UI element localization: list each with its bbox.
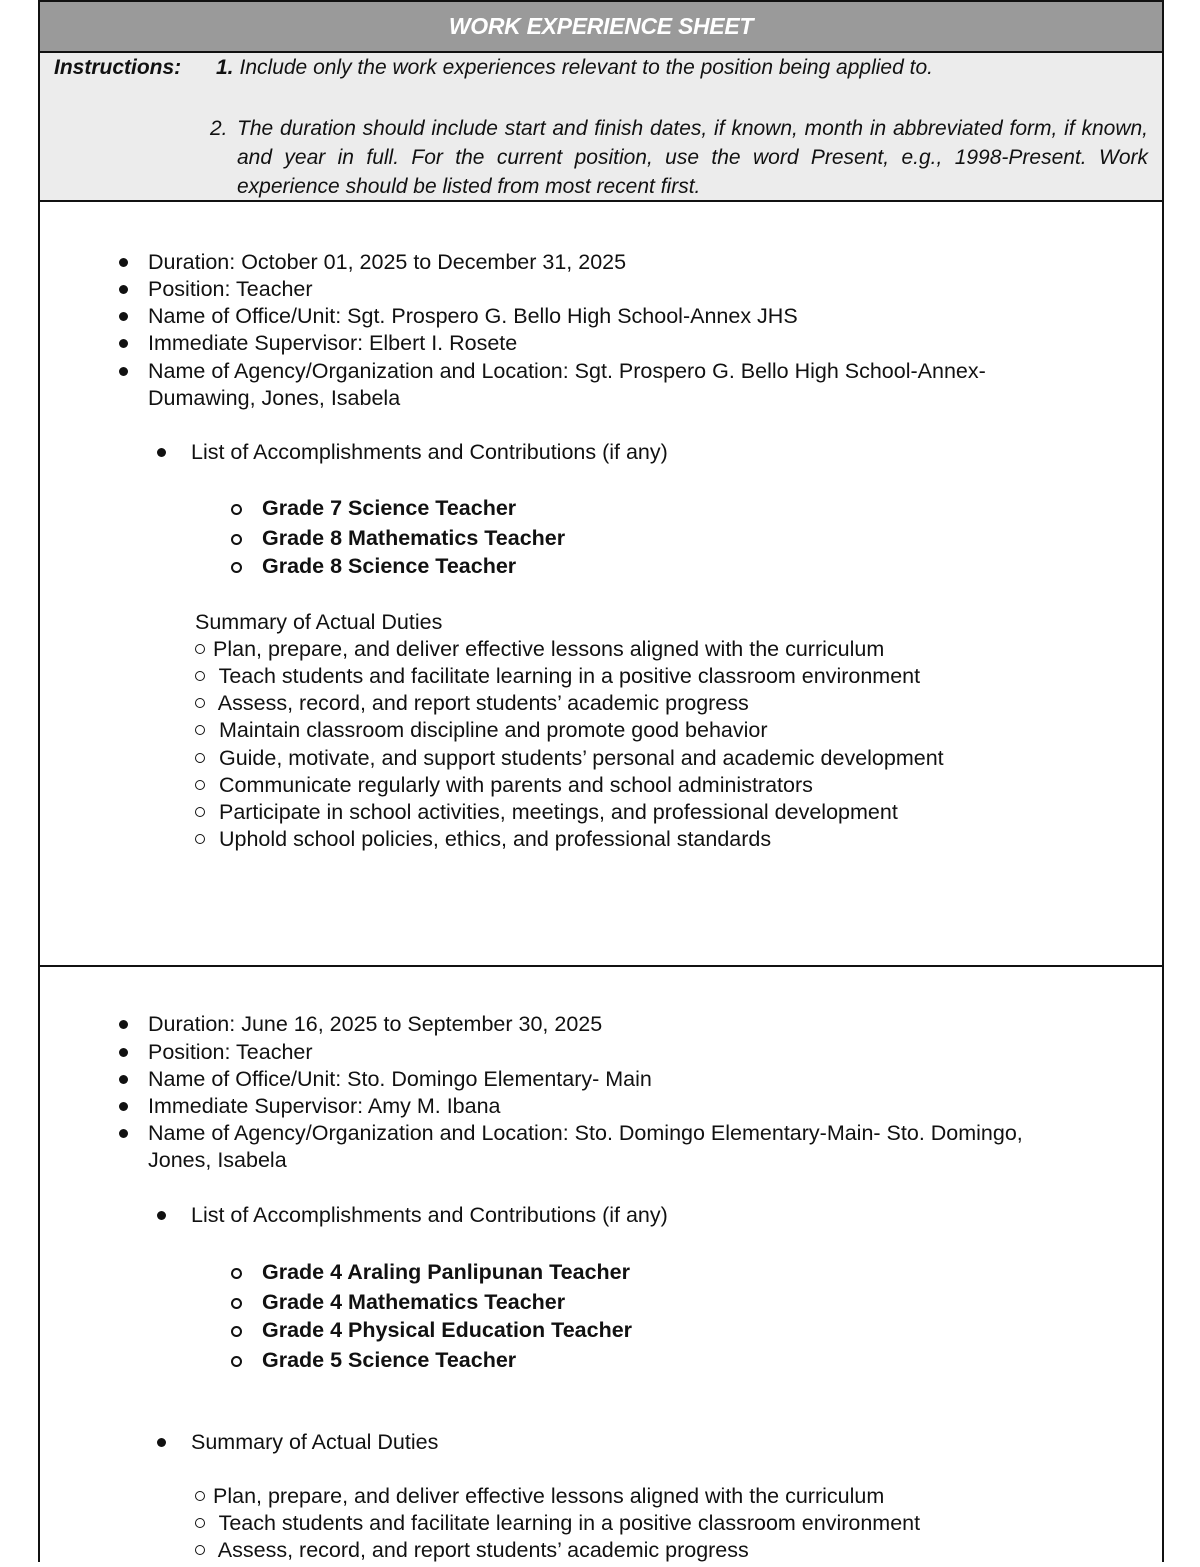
duties-heading: Summary of Actual Duties (195, 610, 443, 634)
entry-office: Name of Office/Unit: Sto. Domingo Elementary- Main (148, 1066, 652, 1093)
accomplishment-item: Grade 7 Science Teacher (262, 494, 516, 523)
entry-duration: Duration: October 01, 2025 to December 31, 2025 (148, 249, 626, 276)
duty-item: Teach students and facilitate learning in a positive classroom environment (195, 1510, 920, 1537)
bullet-icon (157, 1438, 166, 1447)
bullet-icon (119, 285, 128, 294)
circle-bullet-icon (195, 1518, 205, 1528)
entry-position: Position: Teacher (148, 1039, 313, 1066)
bullet-icon (119, 1102, 128, 1111)
bullet-icon (157, 448, 166, 457)
accomplishment-item: Grade 5 Science Teacher (262, 1346, 516, 1375)
duty-item: Plan, prepare, and deliver effective lessons aligned with the curriculum (195, 636, 884, 663)
duty-item: Assess, record, and report students’ academic progress (195, 1537, 749, 1564)
circle-bullet-icon (195, 1491, 205, 1501)
circle-bullet-icon (195, 671, 205, 681)
circle-bullet-icon (195, 698, 205, 708)
circle-bullet-icon (231, 1268, 242, 1279)
circle-bullet-icon (231, 1356, 242, 1367)
entry-agency: Name of Agency/Organization and Location: Sgt. Prospero G. Bello High School-Annex- Dumawing, Jones, Isabela (148, 358, 1150, 412)
bullet-icon (119, 1020, 128, 1029)
circle-bullet-icon (231, 534, 242, 545)
instruction-1-number: 1. (216, 56, 234, 79)
duty-item: Communicate regularly with parents and school administrators (195, 772, 813, 799)
accomplishment-item: Grade 4 Physical Education Teacher (262, 1316, 632, 1345)
bullet-icon (119, 1129, 128, 1138)
entry-supervisor: Immediate Supervisor: Amy M. Ibana (148, 1093, 501, 1120)
accomplishments-heading: List of Accomplishments and Contributions (if any) (191, 1202, 668, 1229)
bullet-icon (119, 312, 128, 321)
bullet-icon (119, 367, 128, 376)
accomplishment-item: Grade 4 Araling Panlipunan Teacher (262, 1258, 630, 1287)
entry-supervisor: Immediate Supervisor: Elbert I. Rosete (148, 330, 517, 357)
circle-bullet-icon (231, 562, 242, 573)
work-entry (40, 967, 1162, 1567)
bullet-icon (119, 339, 128, 348)
entry-position: Position: Teacher (148, 276, 313, 303)
work-experience-sheet (38, 0, 1164, 1562)
entry-duration: Duration: June 16, 2025 to September 30, 2025 (148, 1011, 602, 1038)
instruction-1 (216, 56, 933, 80)
bullet-icon (119, 1048, 128, 1057)
instructions-label: Instructions: (54, 56, 182, 79)
circle-bullet-icon (195, 834, 205, 844)
circle-bullet-icon (195, 725, 205, 735)
duties-heading: Summary of Actual Duties (191, 1429, 438, 1456)
circle-bullet-icon (231, 1326, 242, 1337)
entry-office: Name of Office/Unit: Sgt. Prospero G. Bello High School-Annex JHS (148, 303, 798, 330)
instructions-box (40, 53, 1162, 202)
bullet-icon (119, 258, 128, 267)
circle-bullet-icon (195, 1545, 205, 1555)
bullet-icon (157, 1211, 166, 1220)
duty-item: Plan, prepare, and deliver effective lessons aligned with the curriculum (195, 1483, 884, 1510)
instruction-2-number: 2. (210, 117, 228, 140)
instruction-2 (210, 114, 1148, 201)
duty-item: Maintain classroom discipline and promote good behavior (195, 717, 768, 744)
accomplishment-item: Grade 4 Mathematics Teacher (262, 1288, 565, 1317)
bullet-icon (119, 1075, 128, 1084)
accomplishment-item: Grade 8 Mathematics Teacher (262, 524, 565, 553)
circle-bullet-icon (195, 644, 205, 654)
duty-item: Participate in school activities, meetings, and professional development (195, 799, 898, 826)
work-entry (40, 202, 1162, 967)
duty-item: Assess, record, and report students’ academic progress (195, 690, 749, 717)
duty-item: Teach students and facilitate learning in a positive classroom environment (195, 663, 920, 690)
circle-bullet-icon (195, 753, 205, 763)
instruction-1-text: Include only the work experiences relevant to the position being applied to. (239, 56, 933, 79)
circle-bullet-icon (195, 807, 205, 817)
instruction-2-text: The duration should include start and finish dates, if known, month in abbreviated form, if known, and year in full. For the current position, use the word Present, e.g., 1998-Present. Work experience should be listed from most recent first. (237, 117, 1148, 198)
accomplishment-item: Grade 8 Science Teacher (262, 552, 516, 581)
entry-agency: Name of Agency/Organization and Location: Sto. Domingo Elementary-Main- Sto. Domingo, Jones, Isabela (148, 1120, 1150, 1174)
circle-bullet-icon (231, 504, 242, 515)
circle-bullet-icon (195, 780, 205, 790)
duty-item: Guide, motivate, and support students’ personal and academic development (195, 745, 944, 772)
circle-bullet-icon (231, 1298, 242, 1309)
accomplishments-heading: List of Accomplishments and Contributions (if any) (191, 439, 668, 466)
sheet-title: WORK EXPERIENCE SHEET (40, 2, 1162, 53)
duty-item: Uphold school policies, ethics, and professional standards (195, 826, 771, 853)
